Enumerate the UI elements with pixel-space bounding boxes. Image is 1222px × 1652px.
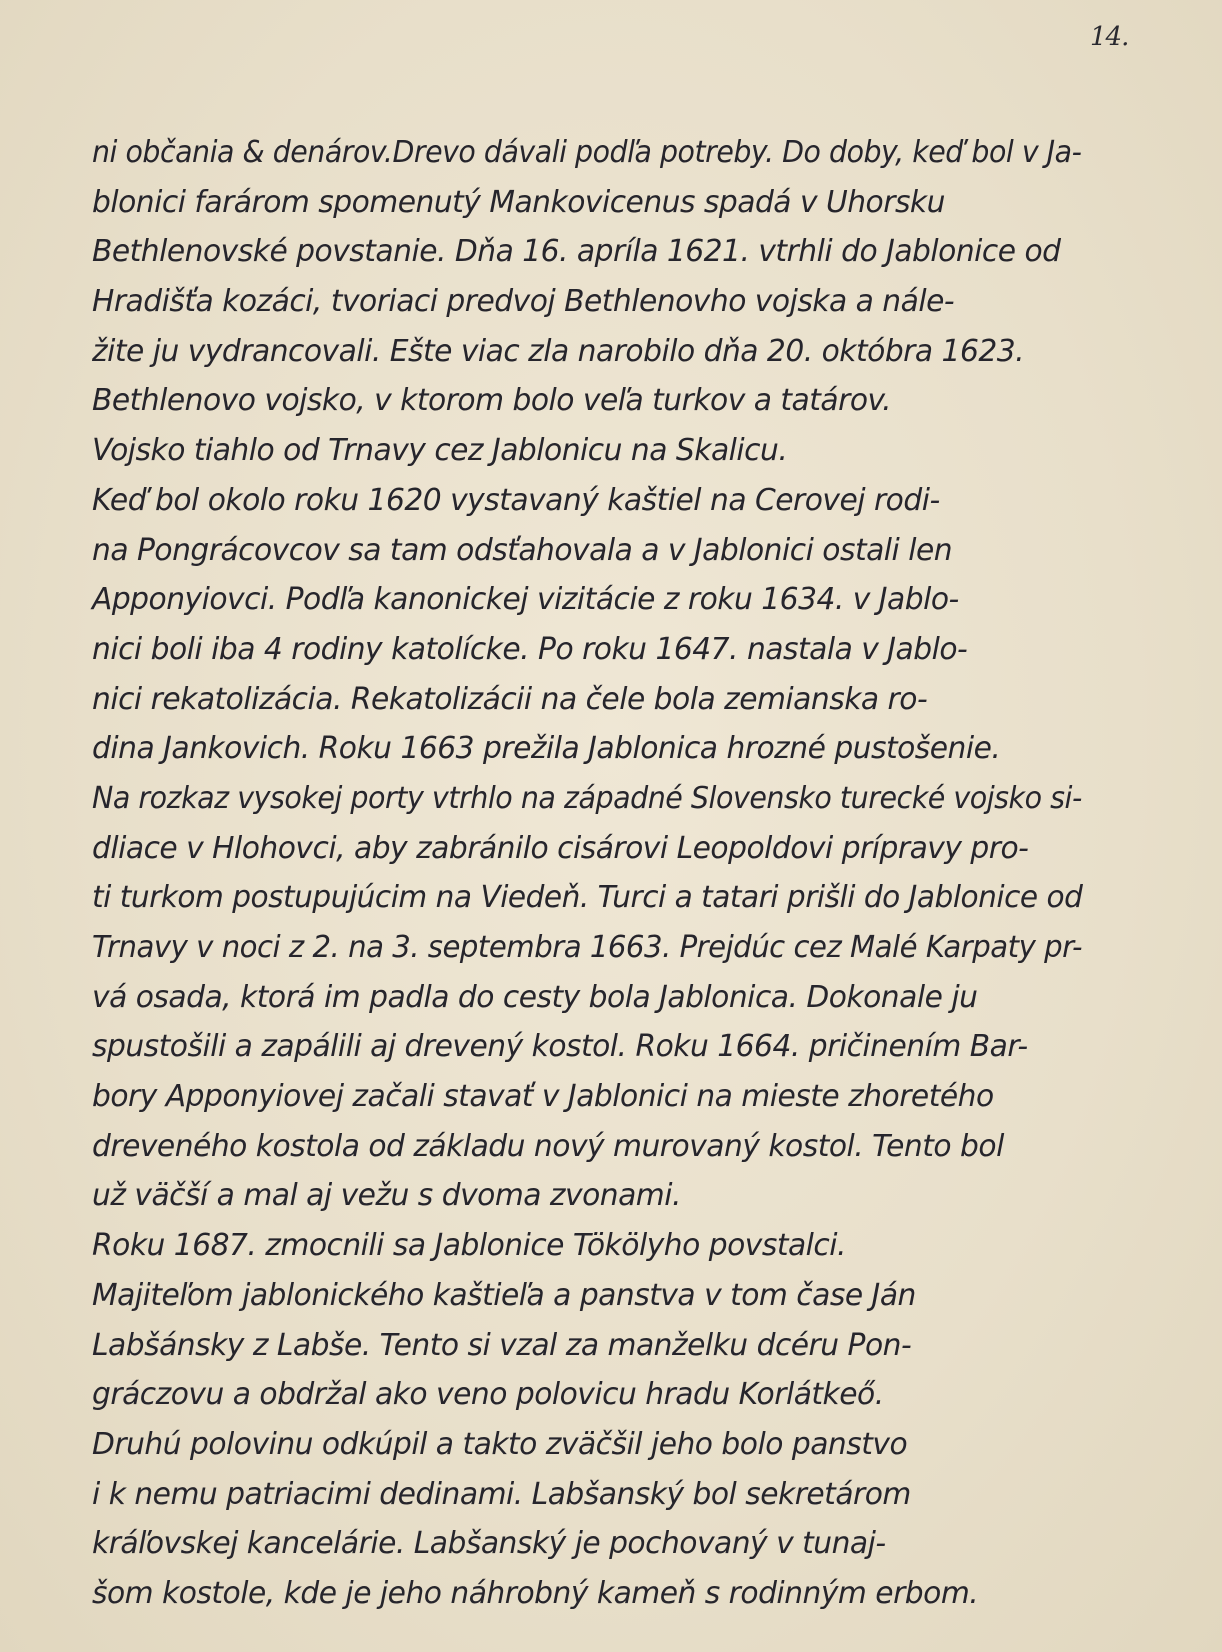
text-line: i k nemu patriacimi dedinami. Labšanský bol sekretárom [92,1476,911,1512]
text-line: ti turkom postupujúcim na Viedeň. Turci a tatari prišli do Jablonice od [92,880,1083,916]
text-line: spustošili a zapálili aj drevený kostol. Roku 1664. pričinením Bar- [92,1029,1028,1065]
text-line: Majiteľom jablonického kaštieľa a panstva v tom čase Ján [92,1277,916,1313]
text-line: na Pongrácovcov sa tam odsťahovala a v Jablonici ostali len [92,532,953,568]
text-line: šom kostole, kde je jeho náhrobný kameň s rodinným erbom. [92,1575,979,1611]
text-line: Roku 1687. zmocnili sa Jablonice Tökölyho povstalci. [92,1228,846,1264]
handwritten-text-body [92,128,1092,1619]
text-line: ni občania & denárov.Drevo dávali podľa potreby. Do doby, keď bol v Ja- [92,135,1082,170]
text-line: nici rekatolizácia. Rekatolizácii na čele bola zemianska ro- [92,681,928,717]
text-line: Trnavy v noci z 2. na 3. septembra 1663. Prejdúc cez Malé Karpaty pr- [92,930,1083,965]
text-line: dina Jankovich. Roku 1663 prežila Jablonica hrozné pustošenie. [92,731,1001,767]
text-line: Apponyiovci. Podľa kanonickej vizitácie z roku 1634. v Jablo- [92,582,959,618]
text-line: Bethlenovské povstanie. Dňa 16. apríla 1621. vtrhli do Jablonice od [92,234,1061,270]
text-line: Vojsko tiahlo od Trnavy cez Jablonicu na Skalicu. [92,433,788,469]
text-line: dliace v Hlohovci, aby zabránilo cisárovi Leopoldovi prípravy pro- [92,830,1029,866]
text-line: už väčší a mal aj vežu s dvoma zvonami. [92,1178,681,1214]
text-line: bory Apponyiovej začali stavať v Jablonici na mieste zhoretého [92,1079,994,1115]
text-line: Na rozkaz vysokej porty vtrhlo na západné Slovensko turecké vojsko si- [92,780,1082,816]
text-line: Druhú polovinu odkúpil a takto zväčšil jeho bolo panstvo [92,1426,908,1462]
text-line: nici boli iba 4 rodiny katolícke. Po roku 1647. nastala v Jablo- [92,631,968,667]
text-line: Hradišťa kozáci, tvoriaci predvoj Bethlenovho vojska a nále- [92,284,955,320]
text-line: blonici farárom spomenutý Mankovicenus spadá v Uhorsku [92,184,945,220]
text-line: žite ju vydrancovali. Ešte viac zla narobilo dňa 20. októbra 1623. [92,333,1025,369]
text-line: kráľovskej kancelárie. Labšanský je pochovaný v tunaj- [92,1526,886,1562]
text-line: vá osada, ktorá im padla do cesty bola Jablonica. Dokonale ju [92,979,978,1015]
text-line: Keď bol okolo roku 1620 vystavaný kaštiel na Cerovej rodi- [92,482,940,518]
page-number: 14. [1090,22,1129,52]
text-line: Bethlenovo vojsko, v ktorom bolo veľa turkov a tatárov. [92,383,892,419]
text-line: gráczovu a obdržal ako veno polovicu hradu Korlátkeő. [92,1377,884,1413]
text-line: dreveného kostola od základu nový murovaný kostol. Tento bol [92,1128,1004,1164]
text-line: Labšánsky z Labše. Tento si vzal za manželku dcéru Pon- [92,1327,912,1363]
